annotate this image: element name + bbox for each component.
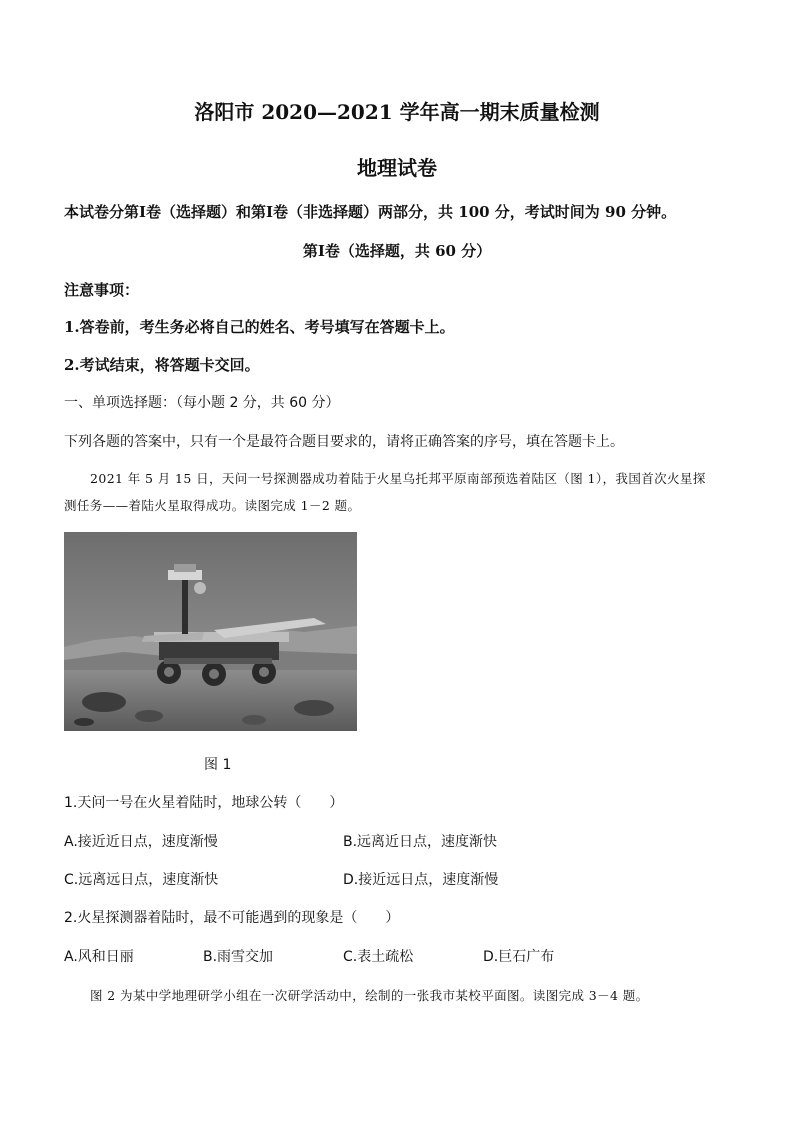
notice-item-1: 1.答卷前，考生务必将自己的姓名、考号填写在答题卡上。 [64, 318, 455, 336]
figure-1-caption: 图 1 [204, 757, 232, 773]
question-2-option-b: B.雨雪交加 [203, 949, 274, 965]
question-2-option-c: C.表土疏松 [343, 949, 414, 965]
page-title: 洛阳市 2020—2021 学年高一期末质量检测 [194, 100, 600, 124]
question-1-stem: 1.天问一号在火星着陆时，地球公转（ ） [64, 795, 344, 811]
next-passage-text: 图 2 为某中学地理研学小组在一次研学活动中，绘制的一张我市某校平面图。读图完成 3－4 题。 [90, 988, 649, 1003]
question-1-option-d: D.接近远日点，速度渐慢 [343, 872, 499, 888]
question-2-stem: 2.火星探测器着陆时，最不可能遇到的现象是（ ） [64, 910, 400, 926]
passage-line-2: 测任务——着陆火星取得成功。读图完成 1－2 题。 [64, 498, 361, 513]
exam-structure-text: 本试卷分第Ⅰ卷（选择题）和第Ⅰ卷（非选择题）两部分，共 100 分，考试时间为 90 分钟。 [64, 203, 677, 221]
mars-rover-photo [64, 532, 357, 731]
question-2-option-d: D.巨石广布 [483, 949, 555, 965]
part1-heading: 第Ⅰ卷（选择题，共 60 分） [302, 242, 492, 260]
notice-item-2: 2.考试结束，将答题卡交回。 [64, 356, 260, 374]
passage-line-1: 2021 年 5 月 15 日，天问一号探测器成功着陆于火星乌托邦平原南部预选着陆区（图 1），我国首次火星探 [90, 471, 706, 486]
page-subtitle: 地理试卷 [357, 156, 437, 180]
section1-instruction: 下列各题的答案中，只有一个是最符合题目要求的，请将正确答案的序号，填在答题卡上。 [64, 434, 624, 450]
question-1-option-a: A.接近近日点，速度渐慢 [64, 834, 218, 850]
question-1-option-b: B.远离近日点，速度渐快 [343, 834, 498, 850]
section1-heading: 一、单项选择题：（每小题 2 分，共 60 分） [64, 395, 340, 411]
question-1-option-c: C.远离远日点，速度渐快 [64, 872, 219, 888]
question-2-option-a: A.风和日丽 [64, 949, 134, 965]
notice-heading: 注意事项： [64, 281, 140, 299]
